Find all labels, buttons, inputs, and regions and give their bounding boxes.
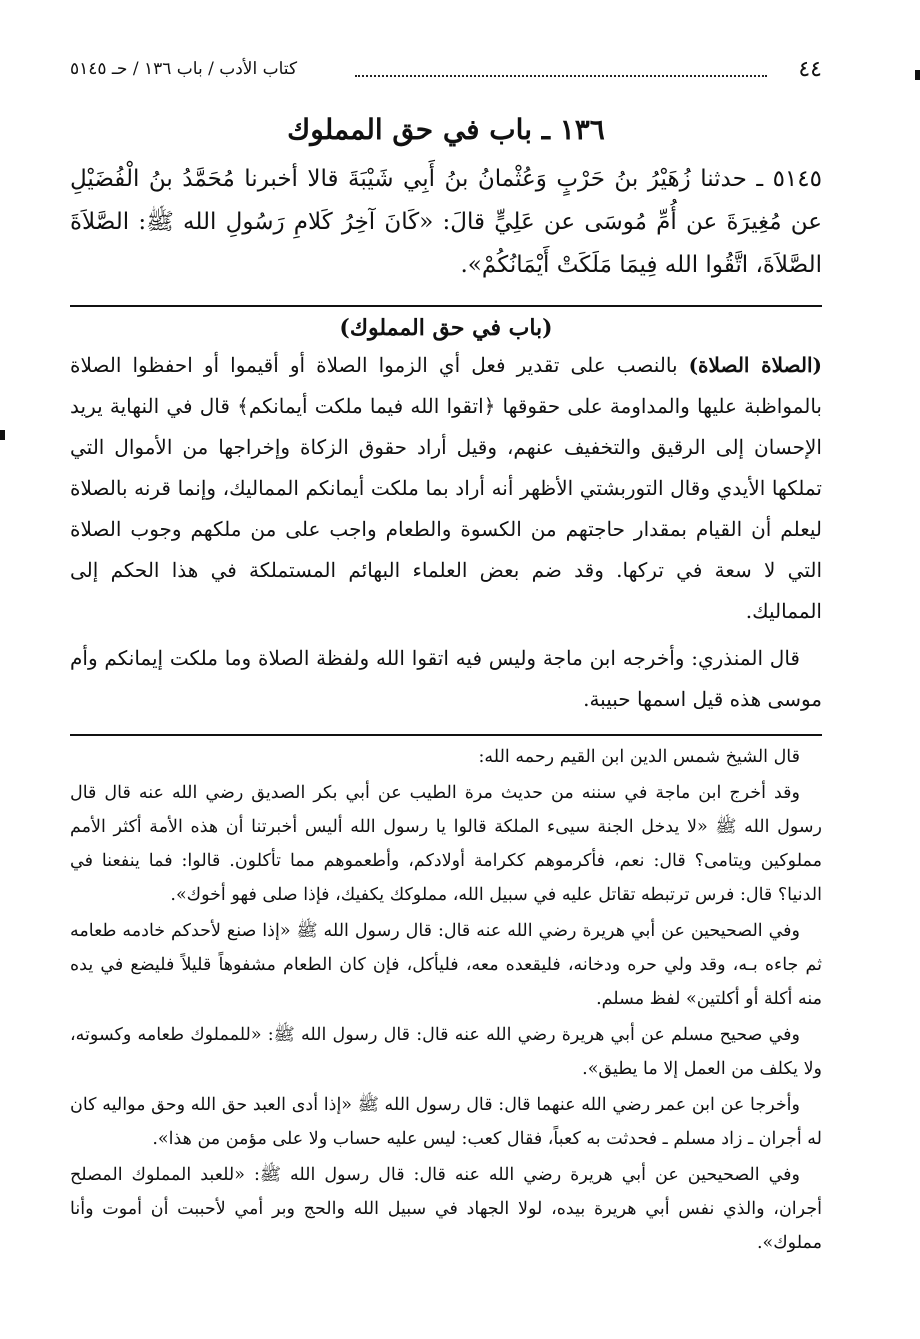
- book-page: [70, 55, 822, 1260]
- notes-paragraph: وأخرجا عن ابن عمر رضي الله عنهما قال: قال رسول الله ﷺ «إذا أدى العبد حق الله وحق مواليه كان له أجران ـ زاد مسلم ـ فحدثت به كعباً، فقال كعب: ليس عليه حساب ولا على مؤمن من هذا».: [70, 1095, 822, 1149]
- notes-paragraph: وفي صحيح مسلم عن أبي هريرة رضي الله عنه قال: قال رسول الله ﷺ: «للمملوك طعامه وكسوته، ولا يكلف من العمل إلا ما يطيق».: [70, 1025, 822, 1079]
- header-dotted-leader: [355, 75, 767, 77]
- section-divider: [70, 305, 822, 307]
- chapter-title: ١٣٦ ـ باب في حق المملوك: [287, 113, 605, 146]
- scan-edge-mark: [915, 70, 920, 80]
- running-title: كتاب الأدب / باب ١٣٦ / حـ ٥١٤٥: [70, 59, 298, 79]
- running-header: [70, 55, 822, 89]
- hadith-text: ٥١٤٥ ـ حدثنا زُهَيْرُ بنُ حَرْبٍ وَعُثْمانُ بنُ أَبِي شَيْبَةَ قالا أخبرنا مُحَمَّدُ بنُ الْفُضَيْلِ عن مُغِيرَةَ عن أُمِّ مُوسَى عن عَلِيٍّ قالَ: «كَانَ آخِرُ كَلامِ رَسُولِ الله ﷺ: الصَّلاَةَ الصَّلاَةَ، اتَّقُوا الله فِيمَا مَلَكَتْ أَيْمَانُكُمْ».: [70, 166, 822, 278]
- scan-edge-mark: [0, 430, 5, 440]
- notes-paragraph: وفي الصحيحين عن أبي هريرة رضي الله عنه قال: قال رسول الله ﷺ «إذا صنع لأحدكم خادمه طعامه ثم جاءه بـه، وقد ولي حره ودخانه، فليقعده معه، فليأكل، فإن كان الطعام مشفوهاً قليلاً فليضع في يده منه أكلة أو أكلتين» لفظ مسلم.: [70, 921, 822, 1009]
- commentary-lead: (الصلاة الصلاة): [688, 353, 823, 377]
- ibn-qayyim-notes: [70, 740, 822, 1260]
- commentary-paragraph: [70, 345, 822, 632]
- notes-paragraph: وفي الصحيحين عن أبي هريرة رضي الله عنه قال: قال رسول الله ﷺ: «للعبد المملوك المصلح أجران، والذي نفس أبي هريرة بيده، لولا الجهاد في سبيل الله والحج وبر أمي لأحببت أن أموت وأنا مملوك».: [70, 1165, 822, 1253]
- commentary-body: بالنصب على تقدير فعل أي الزموا الصلاة أو أقيموا أو احفظوا الصلاة بالمواظبة عليها والمداومة على حقوقها ﴿اتقوا الله فيما ملكت أيمانكم﴾ قال في النهاية يريد الإحسان إلى الرقيق والتخفيف عنهم، وقيل أراد حقوق الزكاة وإخراجها من الأموال التي تملكها الأيدي وقال التوربشتي الأظهر أنه أراد بما ملكت أيمانكم المماليك، وإنما قرنه بالصلاة ليعلم أن القيام بمقدار حاجتهم من الكسوة والطعام واجب على من ملكهم وجوب الصلاة التي لا سعة في تركها. وقد ضم بعض العلماء البهائم المستملكة في هذا الحكم إلى المماليك.: [70, 353, 822, 623]
- commentary-title: (باب في حق المملوك): [339, 315, 553, 341]
- commentary-paragraph: قال المنذري: وأخرجه ابن ماجة وليس فيه اتقوا الله ولفظة الصلاة وما ملكت إيمانكم وأم موسى هذه قيل اسمها حبيبة.: [70, 646, 822, 711]
- notes-paragraph: قال الشيخ شمس الدين ابن القيم رحمه الله:: [478, 747, 800, 767]
- notes-paragraph: وقد أخرج ابن ماجة في سننه من حديث مرة الطيب عن أبي بكر الصديق رضي الله عنه قال قال رسول الله ﷺ «لا يدخل الجنة سيىء الملكة قالوا يا رسول الله أليس أخبرتنا أن هذه الأمة أكثر الأمم مملوكين ويتامى؟ قال: نعم، فأكرموهم ككرامة أولادكم، وأطعموهم مما تأكلون. قالوا: فما ينفعنا في الدنيا؟ قال: فرس ترتبطه تقاتل عليه في سبيل الله، مملوكك يكفيك، فإذا صلى فهو أخوك».: [70, 783, 822, 905]
- page-number: ٤٤: [798, 57, 822, 82]
- section-divider: [70, 734, 822, 736]
